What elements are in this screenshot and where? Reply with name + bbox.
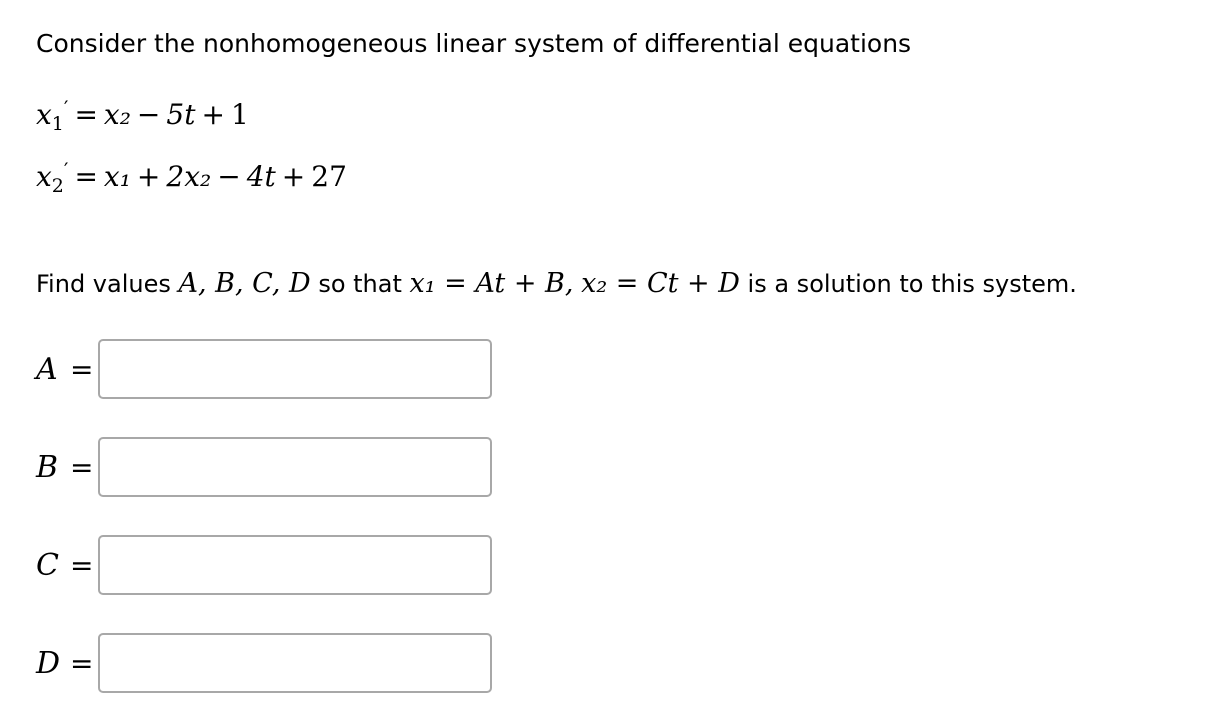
eq1-term-const: 1 [230, 98, 249, 131]
equation-1 [36, 88, 249, 144]
answer-input-d[interactable] [98, 633, 492, 693]
eq1-op-plus: + [201, 98, 225, 131]
question-solution-x1: x₁ = At + B, [409, 268, 574, 299]
eq1-prime: ′ [63, 96, 69, 120]
eq1-op-minus: − [136, 98, 161, 131]
eq1-equals: = [74, 98, 98, 131]
answer-label-b: B [36, 449, 59, 485]
question-vars: A, B, C, D [178, 268, 311, 299]
eq2-lhs-sub: 2 [51, 175, 64, 198]
eq1-term-x2: x₂ [103, 98, 131, 131]
eq2-equals: = [74, 160, 98, 193]
question-solution-x2: x₂ = Ct + D [581, 268, 740, 299]
question-suffix: is a solution to this system. [747, 270, 1077, 298]
eq2-term-4t: 4t [246, 160, 276, 193]
eq2-term-const: 27 [311, 160, 347, 193]
answer-row-c [36, 535, 492, 595]
answer-input-b[interactable] [98, 437, 492, 497]
eq1-term-5t: 5t [166, 98, 196, 131]
answer-input-c[interactable] [98, 535, 492, 595]
answer-row-b [36, 437, 492, 497]
question-line [36, 267, 1077, 301]
answer-label-d: D [36, 645, 61, 681]
problem-intro: Consider the nonhomogeneous linear system of differential equations [36, 29, 912, 58]
eq2-prime: ′ [63, 158, 69, 182]
answer-row-d [36, 633, 492, 693]
eq2-lhs-var: x [36, 160, 52, 193]
answer-equals-d: = [70, 646, 94, 680]
eq2-op-plus-2: + [281, 160, 306, 193]
answer-label-c: C [36, 547, 59, 583]
eq2-op-plus: + [136, 160, 161, 193]
answer-equals-b: = [70, 450, 94, 484]
answer-equals-a: = [70, 352, 94, 386]
eq1-lhs-sub: 1 [51, 113, 64, 136]
answer-equals-c: = [70, 548, 94, 582]
answer-input-a[interactable] [98, 339, 492, 399]
eq2-term-x1: x₁ [103, 160, 131, 193]
equation-2 [36, 150, 347, 206]
eq2-term-2x2: 2x₂ [166, 160, 212, 193]
eq1-lhs-var: x [36, 98, 52, 131]
question-middle: so that [318, 270, 402, 298]
answer-row-a [36, 339, 492, 399]
answer-label-a: A [36, 351, 58, 387]
eq2-op-minus: − [217, 160, 241, 193]
question-prefix: Find values [36, 270, 171, 298]
